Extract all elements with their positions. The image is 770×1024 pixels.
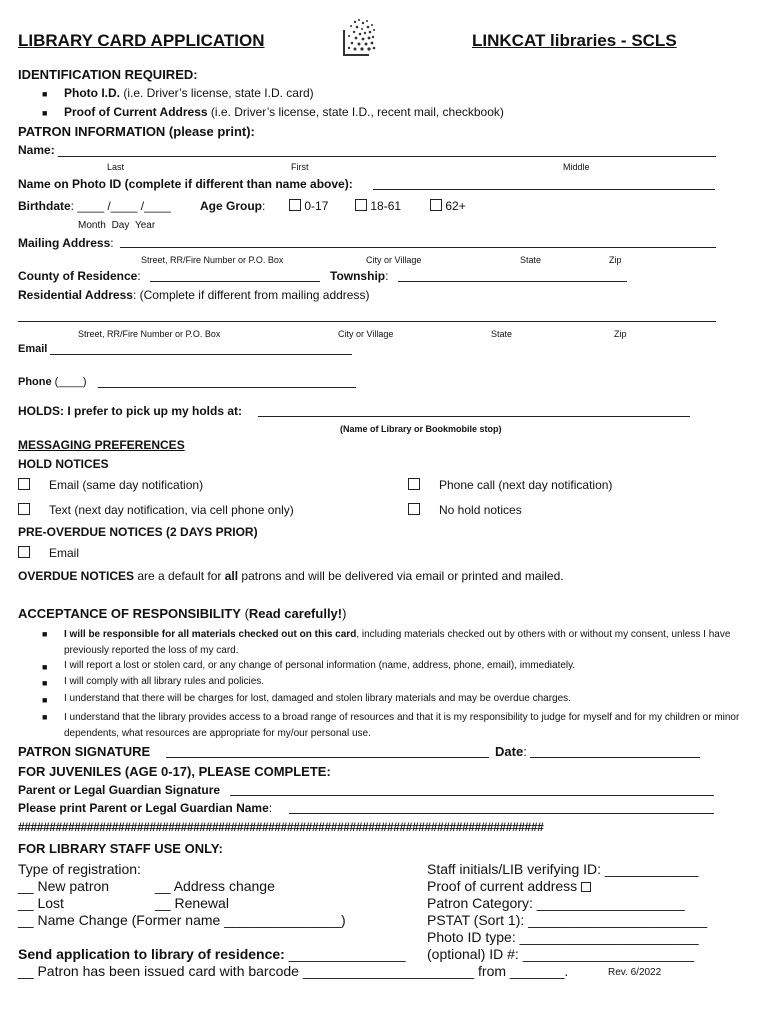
bullet-icon: ■ [42, 662, 48, 672]
mailing-state-caption: State [520, 255, 542, 265]
checkbox-icon[interactable] [408, 478, 420, 490]
barcode-field[interactable]: __ Patron has been issued card with barcode ______________________ from _______. [18, 963, 569, 979]
patron-signature-input-line[interactable] [166, 757, 489, 758]
optional-id-field[interactable]: (optional) ID #: ______________________ [427, 946, 695, 962]
email-input-line[interactable] [50, 354, 352, 355]
pstat-field[interactable]: PSTAT (Sort 1): _______________________ [427, 912, 708, 928]
patron-signature-label: PATRON SIGNATURE [18, 744, 151, 759]
name-last-caption: Last [107, 162, 125, 172]
guardian-name-input-line[interactable] [289, 813, 714, 814]
phone-label: Phone (____) [18, 376, 87, 388]
checkbox-icon[interactable] [289, 199, 301, 211]
juvenile-heading: FOR JUVENILES (AGE 0-17), PLEASE COMPLETE: [18, 764, 331, 779]
library-system-title: LINKCAT libraries - SCLS [472, 31, 677, 50]
email-label: Email [18, 343, 48, 355]
residential-city-caption: City or Village [338, 329, 394, 339]
phone-input-line[interactable] [98, 387, 356, 388]
proof-address-field[interactable]: Proof of current address [427, 878, 591, 894]
bullet-icon: ■ [42, 678, 48, 688]
id-item-photo: Photo I.D. (i.e. Driver’s license, state I.D. card) [64, 86, 314, 100]
staff-use-heading: FOR LIBRARY STAFF USE ONLY: [18, 841, 223, 856]
reg-name-change[interactable]: __ Name Change (Former name _______________) [18, 912, 346, 928]
mailing-address-input-line[interactable] [120, 247, 716, 248]
linkcat-logo-icon [335, 16, 381, 62]
checkbox-icon[interactable] [355, 199, 367, 211]
guardian-signature-label: Parent or Legal Guardian Signature [18, 783, 221, 797]
checkbox-icon[interactable] [18, 478, 30, 490]
holds-label: HOLDS: I prefer to pick up my holds at: [18, 404, 243, 418]
responsibility-item-1: I will be responsible for all materials checked out on this card, including materials checked out by others with or without my consent, unless I have previously reported the loss of my card. [64, 629, 731, 656]
patron-info-heading: PATRON INFORMATION (please print): [18, 124, 255, 139]
residential-street-caption: Street, RR/Fire Number or P.O. Box [78, 329, 221, 339]
acceptance-heading: ACCEPTANCE OF RESPONSIBILITY (Read carefully!) [18, 606, 347, 621]
hold-option-phone[interactable]: Phone call (next day notification) [408, 478, 612, 492]
bullet-icon: ■ [42, 108, 48, 118]
responsibility-item-2: I will report a lost or stolen card, or any change of personal information (name, address, phone, email), immediately. [64, 660, 576, 671]
guardian-signature-input-line[interactable] [230, 795, 714, 796]
reg-renewal[interactable]: __ Renewal [155, 895, 229, 911]
birthdate-caption: Month Day Year [78, 220, 156, 231]
revision-label: Rev. 6/2022 [608, 967, 662, 978]
mailing-city-caption: City or Village [366, 255, 422, 265]
checkbox-icon[interactable] [430, 199, 442, 211]
pre-overdue-heading: PRE-OVERDUE NOTICES (2 DAYS PRIOR) [18, 525, 258, 539]
name-input-line[interactable] [58, 156, 716, 157]
photo-id-name-input-line[interactable] [373, 189, 715, 190]
hold-option-text[interactable]: Text (next day notification, via cell phone only) [18, 503, 294, 517]
name-label: Name: [18, 143, 55, 157]
bullet-icon: ■ [42, 712, 48, 722]
pre-overdue-option-email[interactable]: Email [18, 546, 79, 560]
residential-address-input-line[interactable] [18, 321, 716, 322]
send-application-field[interactable]: Send application to library of residence: _______________ [18, 946, 406, 962]
age-option-0-17[interactable]: 0-17 [289, 199, 328, 213]
registration-type-label: Type of registration: [18, 861, 141, 877]
identification-heading: IDENTIFICATION REQUIRED: [18, 67, 198, 82]
checkbox-icon[interactable] [18, 546, 30, 558]
form-title: LIBRARY CARD APPLICATION [18, 31, 265, 50]
staff-initials-field[interactable]: Staff initials/LIB verifying ID: ____________ [427, 861, 699, 877]
photo-id-name-label: Name on Photo ID (complete if different than name above): [18, 177, 353, 191]
age-option-18-61[interactable]: 18-61 [355, 199, 401, 213]
overdue-notices-text: OVERDUE NOTICES are a default for all patrons and will be delivered via email or printed and mailed. [18, 569, 564, 583]
id-item-address: Proof of Current Address (i.e. Driver’s license, state I.D., recent mail, checkbook) [64, 105, 504, 119]
bullet-icon: ■ [42, 629, 48, 639]
residential-zip-caption: Zip [614, 329, 627, 339]
holds-location-input-line[interactable] [258, 416, 690, 417]
guardian-name-label: Please print Parent or Legal Guardian Name: [18, 801, 273, 815]
age-option-62-plus[interactable]: 62+ [430, 199, 466, 213]
reg-address-change[interactable]: __ Address change [155, 878, 275, 894]
age-group-label: Age Group: [200, 199, 266, 213]
mailing-zip-caption: Zip [609, 255, 622, 265]
mailing-street-caption: Street, RR/Fire Number or P.O. Box [141, 255, 284, 265]
birthdate-field[interactable]: Birthdate: ____ /____ /____ [18, 199, 171, 213]
hold-notices-heading: HOLD NOTICES [18, 457, 109, 471]
bullet-icon: ■ [42, 89, 48, 99]
township-label: Township: [330, 269, 389, 283]
bullet-icon: ■ [42, 695, 48, 705]
checkbox-icon[interactable] [581, 882, 591, 892]
mailing-address-label: Mailing Address: [18, 236, 114, 250]
name-middle-caption: Middle [563, 162, 590, 172]
hold-option-none[interactable]: No hold notices [408, 503, 522, 517]
county-input-line[interactable] [150, 281, 320, 282]
checkbox-icon[interactable] [408, 503, 420, 515]
responsibility-item-4: I understand that there will be charges for lost, damaged and stolen library materials and may be overdue charges. [64, 693, 571, 704]
reg-new-patron[interactable]: __ New patron [18, 878, 110, 894]
residential-state-caption: State [491, 329, 513, 339]
reg-lost[interactable]: __ Lost [18, 895, 64, 911]
hold-option-email[interactable]: Email (same day notification) [18, 478, 203, 492]
township-input-line[interactable] [398, 281, 627, 282]
messaging-heading: MESSAGING PREFERENCES [18, 438, 185, 452]
date-input-line[interactable] [530, 757, 700, 758]
name-first-caption: First [291, 162, 309, 172]
separator-hash-row: #################################################################################### [18, 820, 544, 834]
checkbox-icon[interactable] [18, 503, 30, 515]
date-label: Date: [495, 744, 527, 759]
photo-id-type-field[interactable]: Photo ID type: _______________________ [427, 929, 699, 945]
county-label: County of Residence: [18, 269, 141, 283]
responsibility-item-5: I understand that the library provides access to a broad range of resources and that it is my responsibility to judge for myself and for my children or minor dependents, what resources are appropriate for my/our personal use. [64, 712, 740, 739]
holds-location-caption: (Name of Library or Bookmobile stop) [340, 424, 502, 434]
responsibility-item-3: I will comply with all library rules and policies. [64, 676, 265, 687]
residential-address-label: Residential Address: (Complete if different from mailing address) [18, 288, 370, 302]
patron-category-field[interactable]: Patron Category: ___________________ [427, 895, 685, 911]
